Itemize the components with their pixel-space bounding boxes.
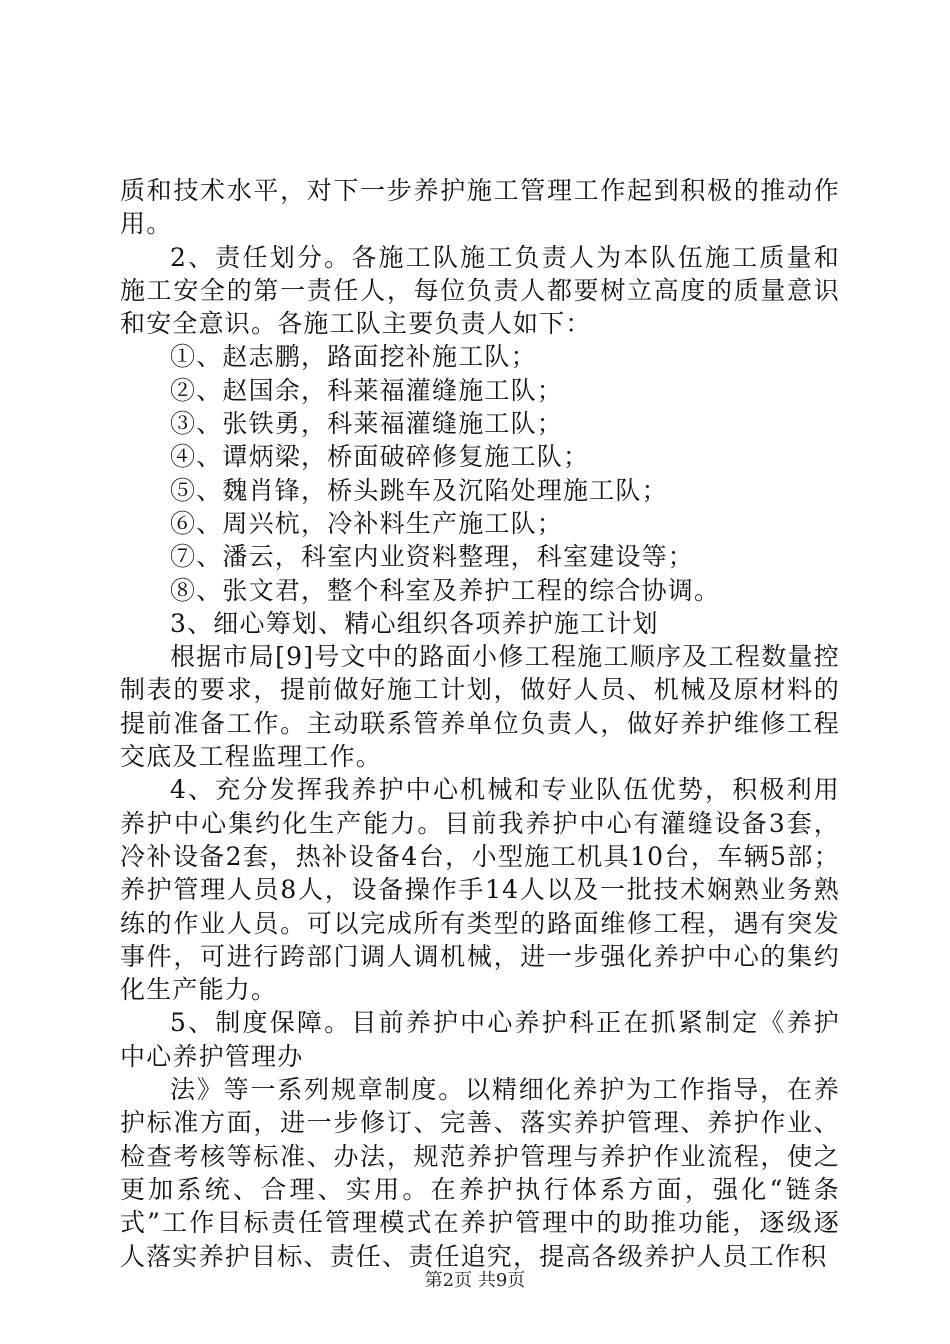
list-item: ⑧、张文君，整个科室及养护工程的综合协调。 <box>170 575 721 605</box>
list-item: ②、赵国余，科莱福灌缝施工队； <box>170 375 564 405</box>
section-heading: 3、细心筹划、精心组织各项养护施工计划 <box>170 608 659 638</box>
paragraph: 法》等一系列规章制度。以精细化养护为工作指导，在养护标准方面，进一步修订、完善、落实养护管理、养护作业、检查考核等标准、办法，规范养护管理与养护作业流程，使之更加系统、合理、实用。在养护执行体系方面，强化“链条式”工作目标责任管理模式在养护管理中的助推功能，逐级逐人落实养护目标、责任、责任追究，提高各级养护人员工作积 <box>120 1075 840 1271</box>
list-item: ⑥、周兴杭，冷补料生产施工队； <box>170 508 564 538</box>
list-item: ④、谭炳梁，桥面破碎修复施工队； <box>170 442 590 472</box>
page-footer: 第2页 共9页 <box>424 1270 526 1291</box>
paragraph: 5、制度保障。目前养护中心养护科正在抓紧制定《养护中心养护管理办 <box>120 1008 840 1071</box>
list-item: ③、张铁勇，科莱福灌缝施工队； <box>170 409 564 439</box>
paragraph: 2、责任划分。各施工队施工负责人为本队伍施工质量和施工安全的第一责任人，每位负责人都要树立高度的质量意识和安全意识。各施工队主要负责人如下： <box>120 242 840 339</box>
paragraph: 根据市局[9]号文中的路面小修工程施工顺序及工程数量控制表的要求，提前做好施工计划，做好人员、机械及原材料的提前准备工作。主动联系管养单位负责人，做好养护维修工程交底及工程监理工作。 <box>120 642 840 772</box>
list-item: ⑤、魏肖锋，桥头跳车及沉陷处理施工队； <box>170 475 668 505</box>
document-body <box>120 174 840 1273</box>
list-item: ①、赵志鹏，路面挖补施工队； <box>170 342 537 372</box>
paragraph: 4、充分发挥我养护中心机械和专业队伍优势，积极利用养护中心集约化生产能力。目前我养护中心有灌缝设备3套，冷补设备2套，热补设备4台，小型施工机具10台，车辆5部；养护管理人员8人，设备操作手14人以及一批技术娴熟业务熟练的作业人员。可以完成所有类型的路面维修工程，遇有突发事件，可进行跨部门调人调机械，进一步强化养护中心的集约化生产能力。 <box>120 775 840 1005</box>
list-item: ⑦、潘云，科室内业资料整理，科室建设等； <box>170 542 695 572</box>
paragraph: 质和技术水平，对下一步养护施工管理工作起到积极的推动作用。 <box>120 176 840 239</box>
